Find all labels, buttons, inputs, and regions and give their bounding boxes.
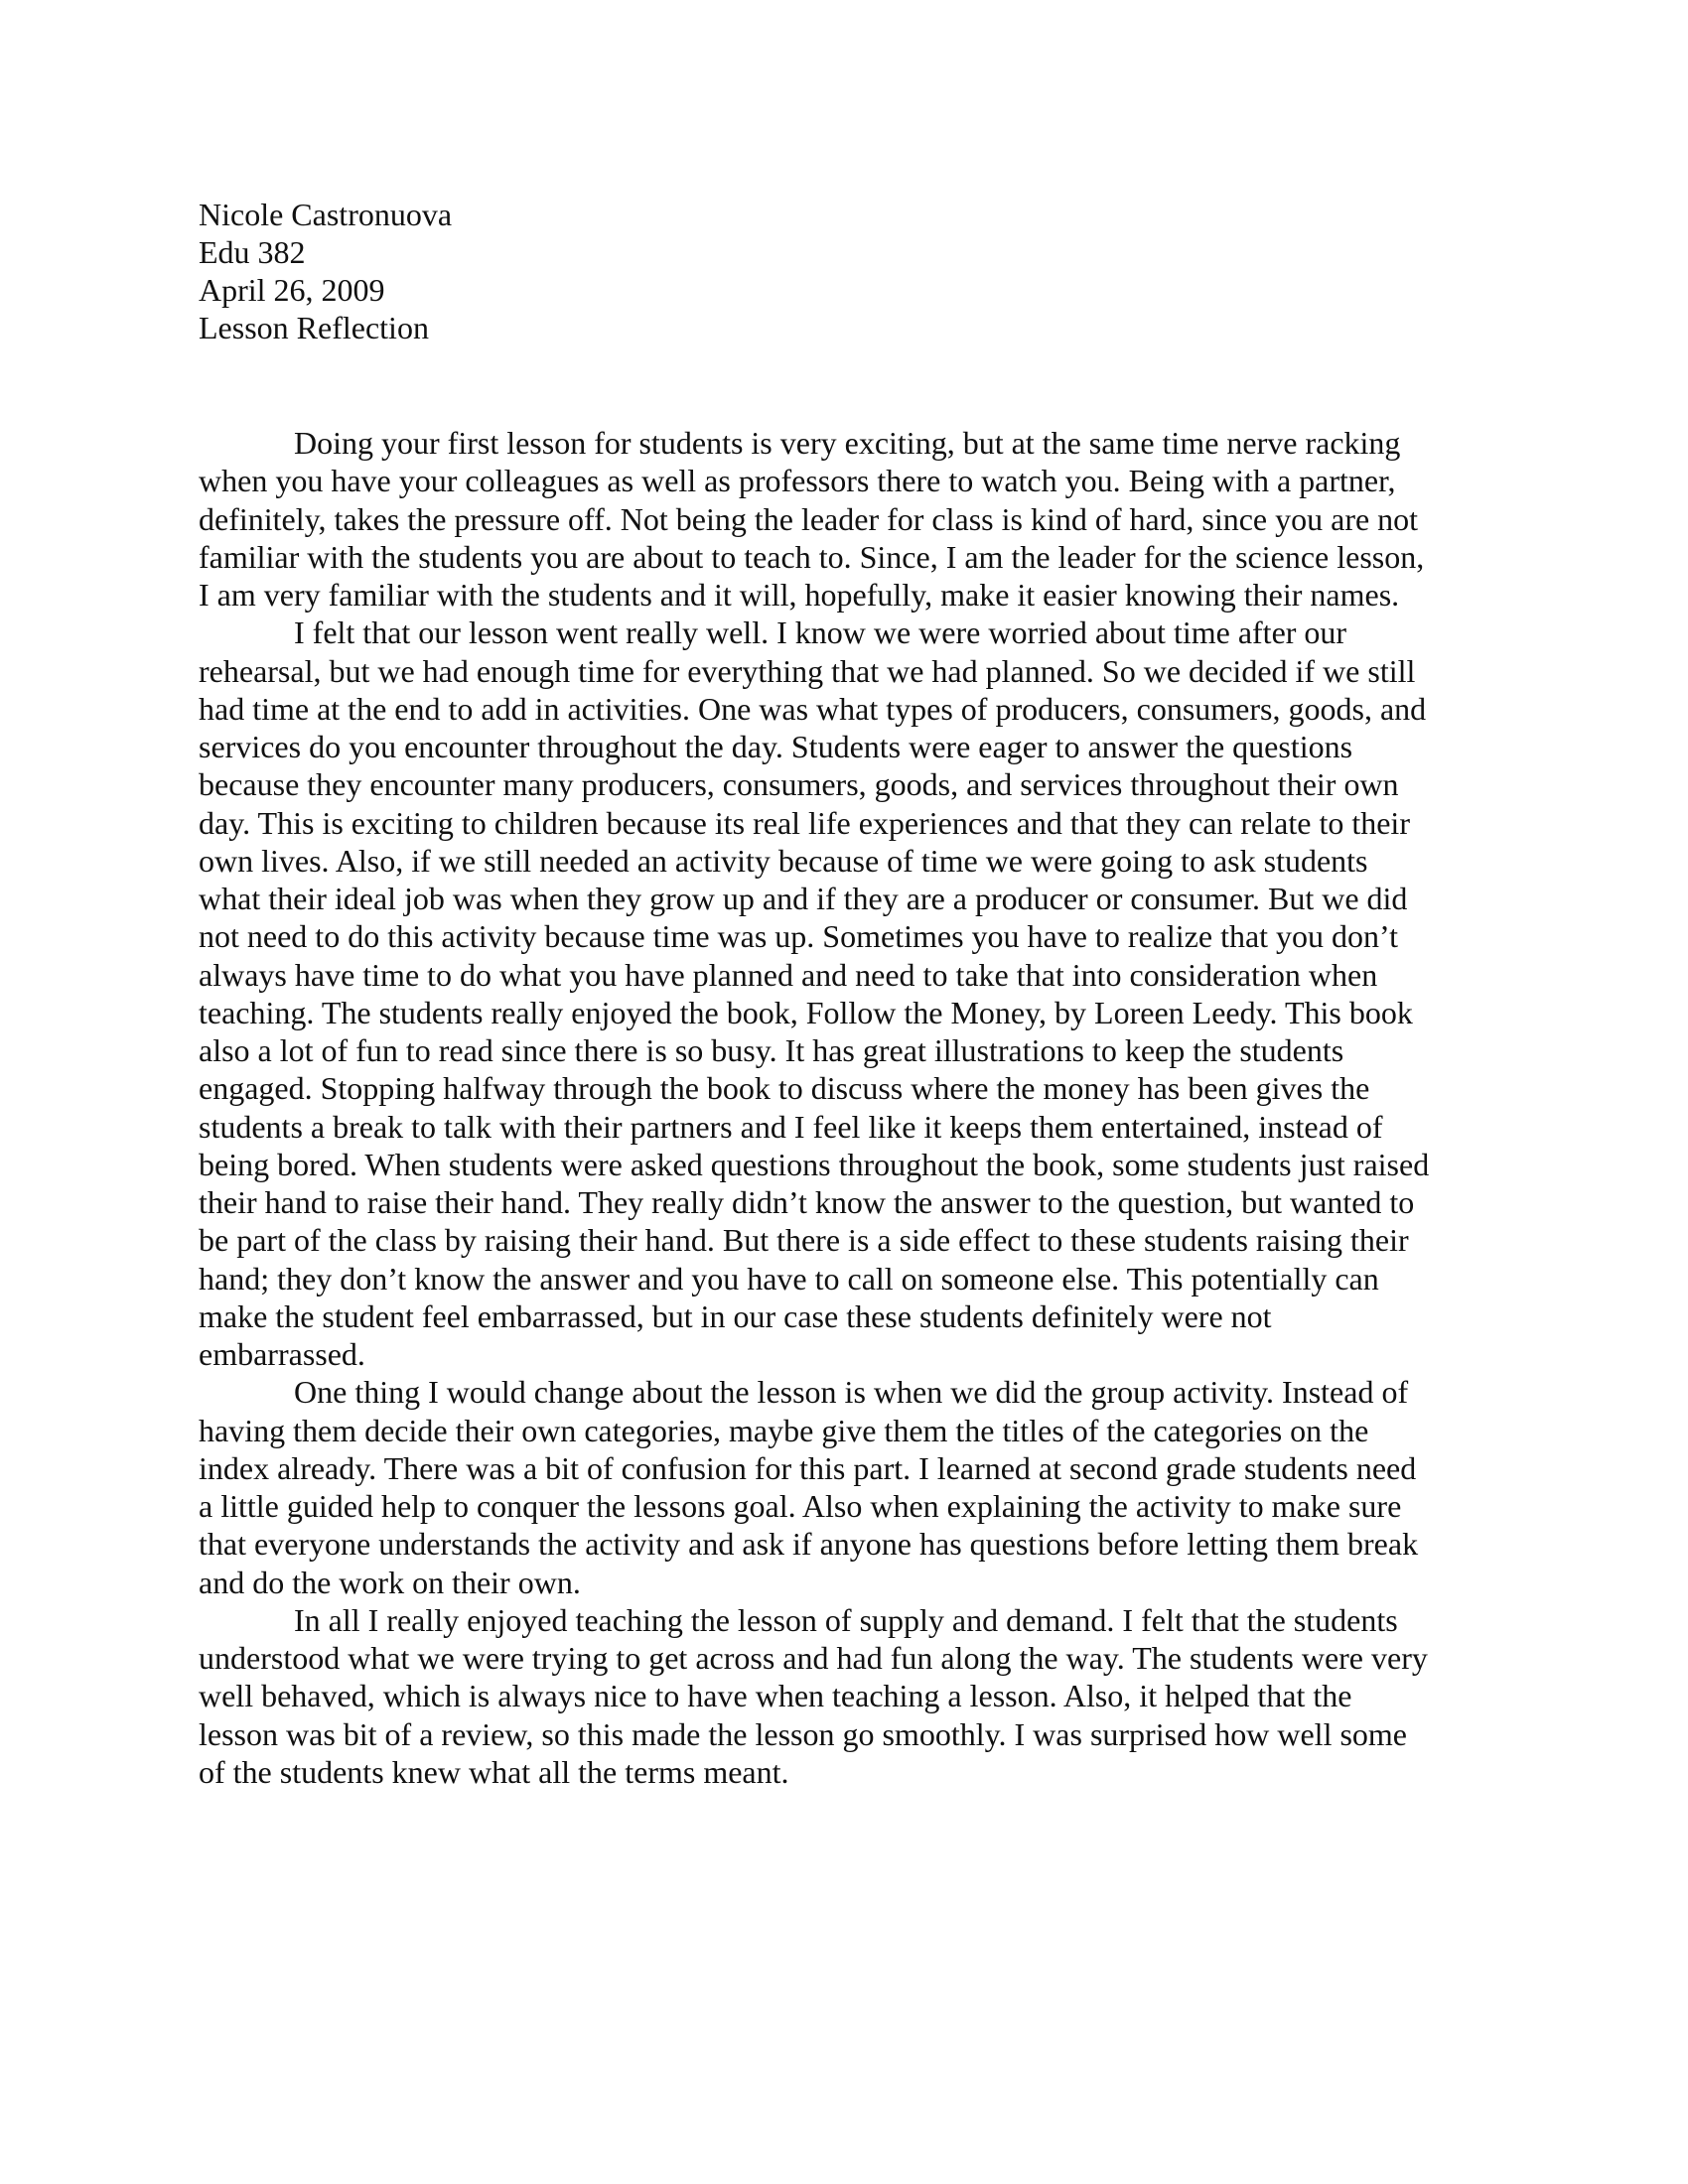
paragraph-3	[199, 1373, 1489, 1601]
text-line: In all I really enjoyed teaching the lesson of supply and demand. I felt that the students	[294, 1601, 1398, 1638]
text-line: familiar with the students you are about to teach to. Since, I am the leader for the science lesson,	[199, 538, 1425, 575]
text-line: embarrassed.	[199, 1336, 365, 1372]
text-line: a little guided help to conquer the lessons goal. Also when explaining the activity to make sure	[199, 1488, 1402, 1524]
paragraph-1	[199, 424, 1489, 614]
text-line: their hand to raise their hand. They really didn’t know the answer to the question, but wanted to	[199, 1184, 1415, 1220]
author-name: Nicole Castronuova	[199, 197, 453, 232]
text-line: index already. There was a bit of confusion for this part. I learned at second grade students need	[199, 1449, 1417, 1486]
paragraph-2	[199, 614, 1489, 1373]
text-line: One thing I would change about the lesson is when we did the group activity. Instead of	[294, 1374, 1409, 1411]
text-line: not need to do this activity because time was up. Sometimes you have to realize that you don’t	[199, 918, 1399, 955]
text-line: because they encounter many producers, consumers, goods, and services throughout their own	[199, 766, 1399, 803]
text-line: having them decide their own categories, maybe give them the titles of the categories on the	[199, 1412, 1369, 1448]
course-code: Edu 382	[199, 234, 306, 270]
text-line: services do you encounter throughout the day. Students were eager to answer the questions	[199, 729, 1353, 764]
text-line: and do the work on their own.	[199, 1564, 581, 1600]
header-block	[199, 196, 1489, 346]
text-line: students a break to talk with their partners and I feel like it keeps them entertained, instead of	[199, 1108, 1383, 1145]
text-line: when you have your colleagues as well as professors there to watch you. Being with a partner,	[199, 463, 1396, 499]
text-line: had time at the end to add in activities. One was what types of producers, consumers, goods, and	[199, 690, 1427, 727]
document-title: Lesson Reflection	[199, 310, 429, 345]
text-line: teaching. The students really enjoyed the book, Follow the Money, by Loreen Leedy. This book	[199, 994, 1413, 1030]
text-line: of the students knew what all the terms meant.	[199, 1753, 789, 1790]
text-line: definitely, takes the pressure off. Not being the leader for class is kind of hard, since you are not	[199, 500, 1419, 537]
text-line: understood what we were trying to get across and had fun along the way. The students were very	[199, 1640, 1428, 1676]
text-line: lesson was bit of a review, so this made the lesson go smoothly. I was surprised how well some	[199, 1715, 1407, 1752]
text-line: what their ideal job was when they grow up and if they are a producer or consumer. But we did	[199, 881, 1408, 916]
text-line: make the student feel embarrassed, but in our case these students definitely were not	[199, 1297, 1272, 1334]
text-line: I felt that our lesson went really well. I know we were worried about time after our	[294, 614, 1347, 651]
text-line: rehearsal, but we had enough time for everything that we had planned. So we decided if we still	[199, 652, 1416, 689]
text-line: also a lot of fun to read since there is so busy. It has great illustrations to keep the students	[199, 1032, 1344, 1068]
text-line: hand; they don’t know the answer and you have to call on someone else. This potentially can	[199, 1260, 1379, 1297]
paragraph-4	[199, 1601, 1489, 1791]
text-line: Doing your first lesson for students is very exciting, but at the same time nerve racking	[294, 425, 1401, 461]
text-line: I am very familiar with the students and it will, hopefully, make it easier knowing their names.	[199, 577, 1400, 613]
text-line: always have time to do what you have planned and need to take that into consideration when	[199, 956, 1378, 993]
text-line: day. This is exciting to children because its real life experiences and that they can relate to their	[199, 804, 1410, 841]
body-text	[199, 424, 1489, 1791]
text-line: that everyone understands the activity and ask if anyone has questions before letting them break	[199, 1526, 1419, 1563]
text-line: own lives. Also, if we still needed an activity because of time we were going to ask students	[199, 842, 1368, 879]
text-line: well behaved, which is always nice to have when teaching a lesson. Also, it helped that the	[199, 1678, 1352, 1714]
text-line: be part of the class by raising their hand. But there is a side effect to these students raising their	[199, 1222, 1409, 1259]
document-date: April 26, 2009	[199, 272, 385, 308]
text-line: engaged. Stopping halfway through the book to discuss where the money has been gives the	[199, 1070, 1370, 1107]
text-line: being bored. When students were asked questions throughout the book, some students just raised	[199, 1146, 1430, 1182]
